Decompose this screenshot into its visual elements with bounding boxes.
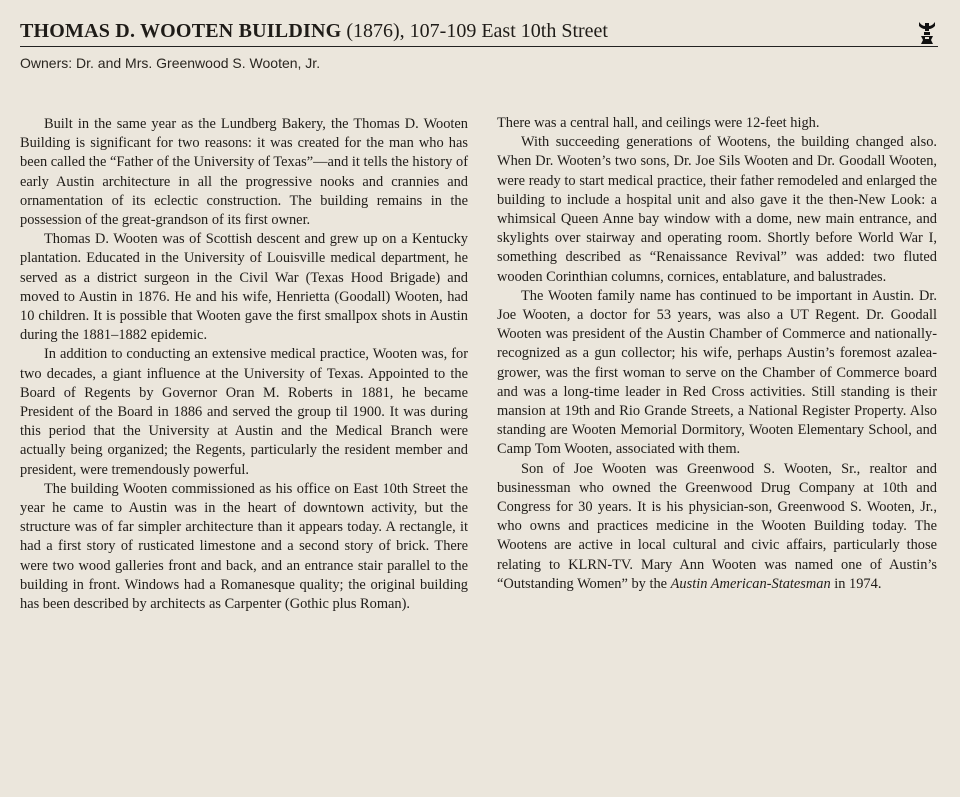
paragraph: Thomas D. Wooten was of Scottish descent and grew up on a Kentucky plantation. Educated in the University of Louisville medical department, he served as a district surgeon in the Civil War (Texas Hood Brigade) and moved to Austin in 1876. He and his wife, Henrietta (Goodall) Wooten, had 10 children. It is possible that Wooten gave the first smallpox shots in Austin during the 1881–1882 epidemic. [20, 231, 468, 344]
page-title [20, 18, 608, 44]
paragraph: In addition to conducting an extensive medical practice, Wooten was, for two decades, a giant influence at the University of Texas. Appointed to the Board of Regents by Governor Oran M. Roberts in 1881, he became President of the Board in 1886 and served the group til 1900. It was during this period that the University at Austin and the Medical Branch were actually being organized; the Regents, particularly the resident member and president, were tremendously powerful. [20, 346, 468, 478]
paragraph: The Wooten family name has continued to be important in Austin. Dr. Joe Wooten, a doctor for 53 years, was also a UT Regent. Dr. Goodall Wooten was president of the Austin Chamber of Commerce and nationally-recognized as a gun collector; his wife, perhaps Austin’s foremost azalea-grower, was the first woman to serve on the Chamber of Commerce board and was a long-time leader in Red Cross activities. Still standing is their mansion at 19th and Rio Grande Streets, a National Register Property. Also standing are Wooten Memorial Dormitory, Wooten Elementary School, and Camp Tom Wooten, associated with them. [497, 287, 937, 458]
right-column [497, 114, 937, 594]
paragraph: Built in the same year as the Lundberg Bakery, the Thomas D. Wooten Building is significant for two reasons: it was created for the man who has been called the “Father of the University of Texas”—and it tells the history of early Austin architecture in all the progressive nooks and crannies and ornamentation of its eclectic construction. The building remains in the possession of the great-grandson of its first owner. [20, 116, 468, 229]
paragraph-end: in 1974. [830, 575, 882, 592]
paragraph: With succeeding generations of Wootens, the building changed also. When Dr. Wooten’s two sons, Dr. Joe Sils Wooten and Dr. Goodall Wooten, were ready to start medical practice, their father remodeled and enlarged the building to include a hospital unit and also gave it the then-New Look: a whimsical Queen Anne bay window with a dome, new main entrance, and skylights over stairway and operating room. Shortly before World War I, something described as “Renaissance Revival” was added: two fluted wooden Corinthian columns, cornices, entablature, and balustrades. [497, 134, 937, 285]
newspaper-title: Austin American-Statesman [670, 575, 831, 592]
building-name: THOMAS D. WOOTEN BUILDING [20, 20, 342, 42]
building-date-address: (1876), 107-109 East 10th Street [341, 20, 608, 42]
paragraph-text: Son of Joe Wooten was Greenwood S. Wooten, Sr., realtor and businessman who owned the Greenwood Drug Company at 10th and Congress for 30 years. It is his physician-son, Greenwood S. Wooten, Jr., who owns and practices medicine in the Wooten Building today. The Wootens are active in local cultural and civic affairs, particularly those relating to KLRN-TV. Mary Ann Wooten was named one of Austin’s “Outstanding Women” by the [497, 460, 937, 592]
left-column [20, 115, 468, 614]
paragraph [497, 460, 937, 594]
longhorn-emblem-icon [918, 20, 936, 46]
paragraph-continued: There was a central hall, and ceilings were 12-feet high. [497, 115, 820, 131]
owners-line: Owners: Dr. and Mrs. Greenwood S. Wooten, Jr. [20, 55, 321, 71]
header [20, 18, 938, 47]
paragraph: The building Wooten commissioned as his office on East 10th Street the year he came to Austin was in the heart of downtown activity, but the structure was of far simpler architecture than it appears today. A rectangle, it had a first story of rusticated limestone and a second story of brick. There were two wood galleries front and back, and an entrance stair parallel to the building in front. Windows had a Romanesque quality; the original building has been described by architects as Carpenter (Gothic plus Roman). [20, 480, 468, 613]
